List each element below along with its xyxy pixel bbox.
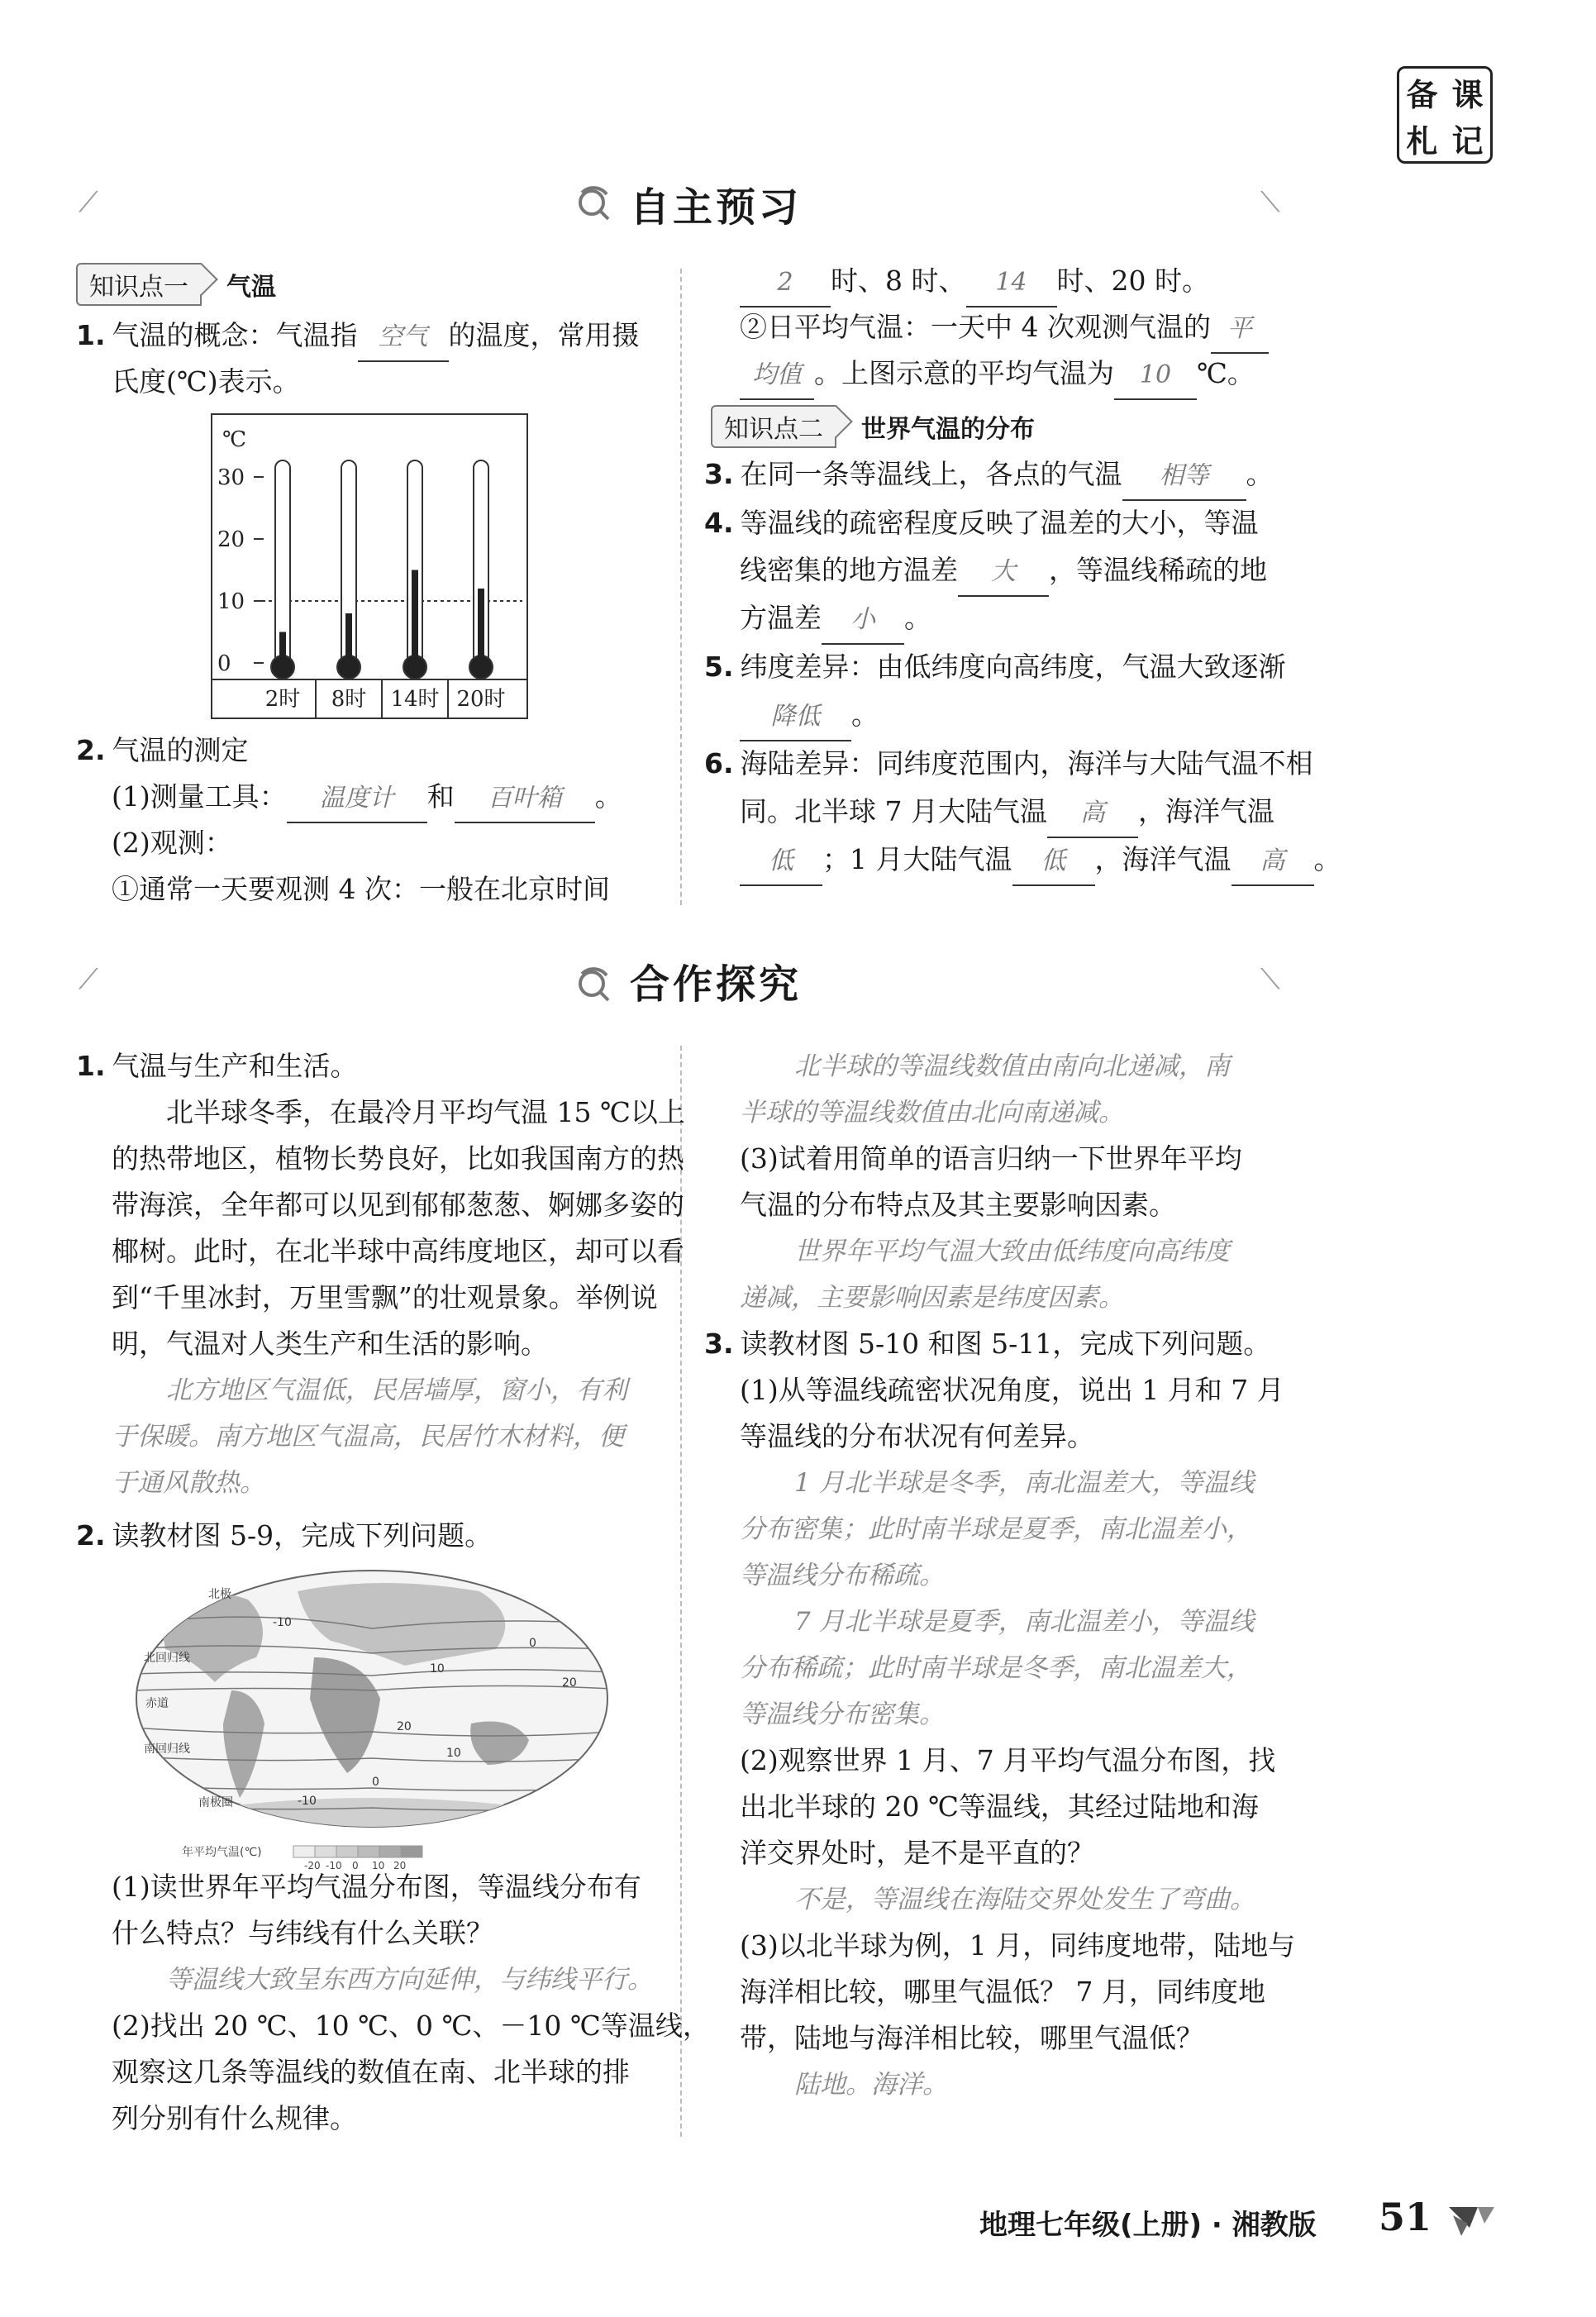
s2q1-title — [76, 1043, 358, 1089]
passage-line: 明，气温对人类生产和生活的影响。 — [112, 1328, 548, 1360]
text: 等温线的疏密程度反映了温差的大小，等温 — [740, 507, 1259, 539]
y-ticks — [217, 465, 264, 676]
question-line: (1)读世界年平均气温分布图，等温线分布有 — [112, 1871, 641, 1903]
text: ，海洋气温 — [1137, 795, 1274, 827]
kp-tag: 知识点一 — [76, 263, 202, 306]
map-legend-title: 年平均气温(℃) — [182, 1846, 262, 1859]
q5-line2 — [740, 692, 879, 741]
kp-title: 世界气温的分布 — [861, 415, 1035, 444]
q3-line — [704, 451, 1274, 501]
text: ；1 月大陆气温 — [822, 843, 1012, 875]
q-number: 6. — [704, 747, 734, 779]
q2-right-line3 — [740, 350, 1255, 400]
corner-badge — [1397, 66, 1493, 164]
answer-text: 不是，等温线在海陆交界处发生了弯曲。 — [794, 1885, 1255, 1914]
mercury-column — [412, 570, 418, 664]
thermometers — [271, 460, 493, 679]
question-line: 洋交界处时，是不是平直的？ — [740, 1837, 1094, 1869]
kp-title: 气温 — [226, 273, 276, 302]
answer-text: 北方地区气温低，民居墙厚，窗小，有利 — [166, 1375, 627, 1405]
text: 气温的概念：气温指 — [112, 319, 358, 351]
deco-slash-right: ⟍ — [1260, 963, 1280, 996]
s2q2-title — [76, 1513, 492, 1559]
passage-line: 到“千里冰封，万里雪飘”的壮观景象。举例说 — [112, 1281, 658, 1313]
answer-text: 半球的等温线数值由北向南递减。 — [740, 1098, 1124, 1128]
isotherm-label: 10 — [430, 1662, 445, 1676]
q1-line1 — [76, 312, 640, 362]
legend-tick: -20 — [304, 1860, 321, 1871]
passage-line: 椰树。此时，在北半球中高纬度地区，却可以看 — [112, 1235, 684, 1267]
answer-text: 于保暖。南方地区气温高，民居竹木材料，便 — [112, 1422, 624, 1452]
map-label: 北极 — [208, 1588, 231, 1601]
q-number: 4. — [704, 507, 734, 539]
mercury-column — [345, 613, 352, 663]
text: 。 — [594, 780, 622, 813]
text: 。 — [1313, 843, 1341, 875]
question-line: 气温的分布特点及其主要影响因素。 — [740, 1189, 1176, 1221]
text: 海陆差异：同纬度范围内，海洋与大陆气温不相 — [740, 747, 1313, 779]
legend-tick: -10 — [326, 1860, 342, 1871]
thermometer-14时 — [403, 460, 426, 679]
answer-blank: 空气 — [358, 314, 449, 362]
world-temperature-map — [132, 1566, 612, 1872]
footer-decoration-icon — [1445, 2199, 1503, 2240]
passage-line: 北半球冬季，在最冷月平均气温 15 ℃以上 — [166, 1096, 685, 1128]
answer-text: 递减，主要影响因素是纬度因素。 — [740, 1283, 1124, 1313]
q-number: 3. — [704, 458, 734, 490]
answer-text: 等温线分布密集。 — [740, 1700, 945, 1729]
section-title-explore: 合作探究 — [630, 961, 803, 1008]
map-label: 南极圈 — [198, 1796, 233, 1809]
answer-text: 世界年平均气温大致由低纬度向高纬度 — [794, 1237, 1230, 1266]
thermometer-chart — [212, 415, 526, 718]
passage-line: 带海滨，全年都可以见到郁郁葱葱、婀娜多姿的 — [112, 1189, 684, 1221]
y-tick-label: 20 — [217, 527, 245, 552]
answer-blank: 14 — [966, 260, 1057, 308]
question-line: (3)以北半球为例，1 月，同纬度地带，陆地与 — [740, 1929, 1296, 1962]
map-label: 赤道 — [145, 1697, 169, 1710]
s2q1-passage — [112, 1089, 685, 1506]
passage-line: 的热带地区，植物长势良好，比如我国南方的热 — [112, 1142, 684, 1175]
q-number: 1. — [76, 1050, 106, 1082]
q5-line1 — [704, 644, 1286, 690]
text: 。上图示意的平均气温为 — [814, 357, 1114, 389]
text: 时、8 时、 — [831, 265, 966, 297]
answer-text: 等温线分布稀疏。 — [740, 1561, 945, 1590]
text: (1)测量工具： — [112, 780, 287, 813]
q6-line1 — [704, 741, 1313, 787]
text: 线密集的地方温差 — [740, 554, 958, 586]
knowledge-point-2 — [711, 405, 1035, 448]
text: ②日平均气温：一天中 4 次观测气温的 — [740, 311, 1211, 343]
map-label: 南回归线 — [144, 1743, 190, 1756]
deco-slash-left: ⟋ — [79, 186, 98, 219]
isotherm-label: 0 — [529, 1637, 536, 1650]
y-tick-label: 30 — [217, 465, 245, 490]
axis-unit-label: ℃ — [222, 427, 247, 452]
q6-line2 — [740, 789, 1274, 838]
search-icon — [570, 178, 620, 227]
section-title-preview: 自主预习 — [630, 184, 803, 231]
question-line: 观察这几条等温线的数值在南、北半球的排 — [112, 2056, 630, 2088]
answer-blank: 百叶箱 — [455, 775, 595, 823]
answer-text: 北半球的等温线数值由南向北递减，南 — [794, 1051, 1230, 1081]
question-line: 海洋相比较，哪里气温低？ 7 月，同纬度地 — [740, 1976, 1265, 2008]
text: 同。北半球 7 月大陆气温 — [740, 795, 1047, 827]
answer-text: 于通风散热。 — [112, 1468, 265, 1498]
answer-blank: 小 — [822, 597, 904, 645]
legend-tick: 0 — [352, 1860, 359, 1871]
thermometer-figure — [211, 413, 528, 719]
q4-line1 — [704, 500, 1259, 546]
y-tick-label: 10 — [217, 589, 245, 614]
text: 读教材图 5-9，完成下列问题。 — [112, 1519, 493, 1552]
s2q2-subquestions — [112, 1864, 710, 2142]
q-number: 1. — [76, 319, 106, 351]
answer-blank: 高 — [1232, 838, 1314, 886]
text: 读教材图 5-10 和图 5-11，完成下列问题。 — [740, 1328, 1271, 1360]
text: 。 — [904, 602, 931, 634]
q-number: 5. — [704, 651, 734, 683]
answer-blank: 温度计 — [287, 775, 427, 823]
text: 时、20 时。 — [1056, 265, 1209, 297]
answer-text: 陆地。海洋。 — [794, 2070, 948, 2100]
q2-right-line1 — [740, 258, 1209, 308]
q-number: 2. — [76, 1519, 106, 1552]
isotherm-label: 0 — [372, 1776, 379, 1789]
deco-slash-right: ⟍ — [1260, 186, 1280, 219]
question-line: 等温线的分布状况有何差异。 — [740, 1420, 1094, 1452]
q2-line1 — [112, 774, 622, 823]
map-label: 北回归线 — [144, 1652, 190, 1665]
legend-tick: 20 — [393, 1860, 407, 1871]
thermometer-2时 — [271, 460, 294, 679]
answer-blank: 低 — [1012, 838, 1095, 886]
question-line: 带，陆地与海洋相比较，哪里气温低？ — [740, 2022, 1203, 2054]
answer-text: 分布密集；此时南半球是夏季，南北温差小， — [740, 1514, 1252, 1544]
answer-blank: 2 — [740, 260, 831, 308]
answer-text: 等温线大致呈东西方向延伸，与纬线平行。 — [166, 1965, 653, 1995]
answer-blank: 高 — [1047, 790, 1138, 838]
question-line: 列分别有什么规律。 — [112, 2102, 357, 2134]
isotherm-label: -10 — [273, 1616, 292, 1629]
page-number: 51 — [1379, 2195, 1432, 2239]
answer-blank: 大 — [958, 549, 1049, 597]
answer-blank: 平 — [1211, 306, 1269, 354]
q-number: 3. — [704, 1328, 734, 1360]
legend-tick: 10 — [372, 1860, 385, 1871]
search-icon — [570, 959, 620, 1008]
answer-blank: 10 — [1114, 352, 1197, 400]
knowledge-point-1 — [76, 263, 276, 306]
q2-right-line2 — [740, 304, 1269, 354]
answer-blank: 相等 — [1122, 453, 1246, 501]
text: 纬度差异：由低纬度向高纬度，气温大致逐渐 — [740, 651, 1286, 683]
answer-text: 分布稀疏；此时南半球是冬季，南北温差大， — [740, 1653, 1252, 1683]
mercury-column — [478, 589, 484, 663]
isotherm-label: 20 — [397, 1720, 412, 1733]
badge-char: 课 — [1451, 75, 1484, 113]
q-number: 2. — [76, 734, 106, 766]
text: ℃。 — [1197, 357, 1255, 389]
text: 。 — [851, 698, 879, 731]
q4-line2 — [740, 547, 1267, 597]
isotherm-label: 20 — [562, 1676, 577, 1690]
question-line: (2)观察世界 1 月、7 月平均气温分布图，找 — [740, 1744, 1276, 1776]
badge-char: 札 — [1406, 122, 1438, 160]
question-line: (3)试着用简单的语言归纳一下世界年平均 — [740, 1142, 1242, 1175]
column-divider — [680, 269, 682, 905]
q2-title — [76, 727, 249, 774]
answer-text: 1 月北半球是冬季，南北温差大，等温线 — [794, 1468, 1255, 1498]
text: ，等温线稀疏的地 — [1049, 554, 1267, 586]
q1-line2: 氏度(℃)表示。 — [112, 365, 300, 398]
text: 。 — [1246, 458, 1274, 490]
badge-char: 备 — [1406, 75, 1438, 113]
y-tick-label: 0 — [217, 651, 231, 676]
thermometer-20时 — [469, 460, 493, 679]
mercury-column — [279, 632, 286, 664]
text: 在同一条等温线上，各点的气温 — [740, 458, 1122, 490]
x-tick-label: 2时 — [264, 687, 301, 712]
answer-blank: 低 — [740, 838, 822, 886]
question-line: (2)找出 20 ℃、10 ℃、0 ℃、－10 ℃等温线， — [112, 2009, 710, 2042]
x-tick-label: 14时 — [390, 687, 440, 712]
text: 和 — [426, 780, 455, 813]
q2-line3: ①通常一天要观测 4 次：一般在北京时间 — [112, 873, 610, 905]
badge-char: 记 — [1451, 122, 1484, 160]
question-line: (1)从等温线疏密状况角度，说出 1 月和 7 月 — [740, 1374, 1284, 1406]
s2-right-column — [740, 1043, 1242, 1321]
kp-tag: 知识点二 — [711, 405, 836, 448]
answer-text: 7 月北半球是夏季，南北温差小，等温线 — [794, 1607, 1255, 1637]
text: 的温度，常用摄 — [448, 319, 640, 351]
isotherm-label: 10 — [446, 1747, 461, 1760]
answer-blank: 均值 — [740, 352, 814, 400]
answer-blank: 降低 — [740, 694, 851, 741]
q2-line2: (2)观测： — [112, 827, 232, 859]
q4-line3 — [740, 595, 931, 645]
x-labels — [265, 679, 506, 718]
question-line: 出北半球的 20 ℃等温线，其经过陆地和海 — [740, 1790, 1259, 1823]
deco-slash-left: ⟋ — [79, 963, 98, 996]
thermometer-8时 — [337, 460, 360, 679]
footer-book-title: 地理七年级(上册) · 湘教版 — [979, 2209, 1317, 2242]
legend-swatches — [293, 1846, 422, 1857]
text: 气温与生产和生活。 — [112, 1050, 358, 1082]
text: ，海洋气温 — [1094, 843, 1232, 875]
question-line: 什么特点？与纬线有什么关联？ — [112, 1917, 493, 1949]
x-tick-label: 8时 — [331, 687, 367, 712]
s2q3-body — [740, 1367, 1295, 2108]
isotherm-label: -10 — [298, 1795, 317, 1808]
q6-line3 — [740, 837, 1341, 886]
text: 方温差 — [740, 602, 822, 634]
x-tick-label: 20时 — [456, 687, 506, 712]
text: 气温的测定 — [112, 734, 249, 766]
s2q3-title — [704, 1321, 1270, 1367]
